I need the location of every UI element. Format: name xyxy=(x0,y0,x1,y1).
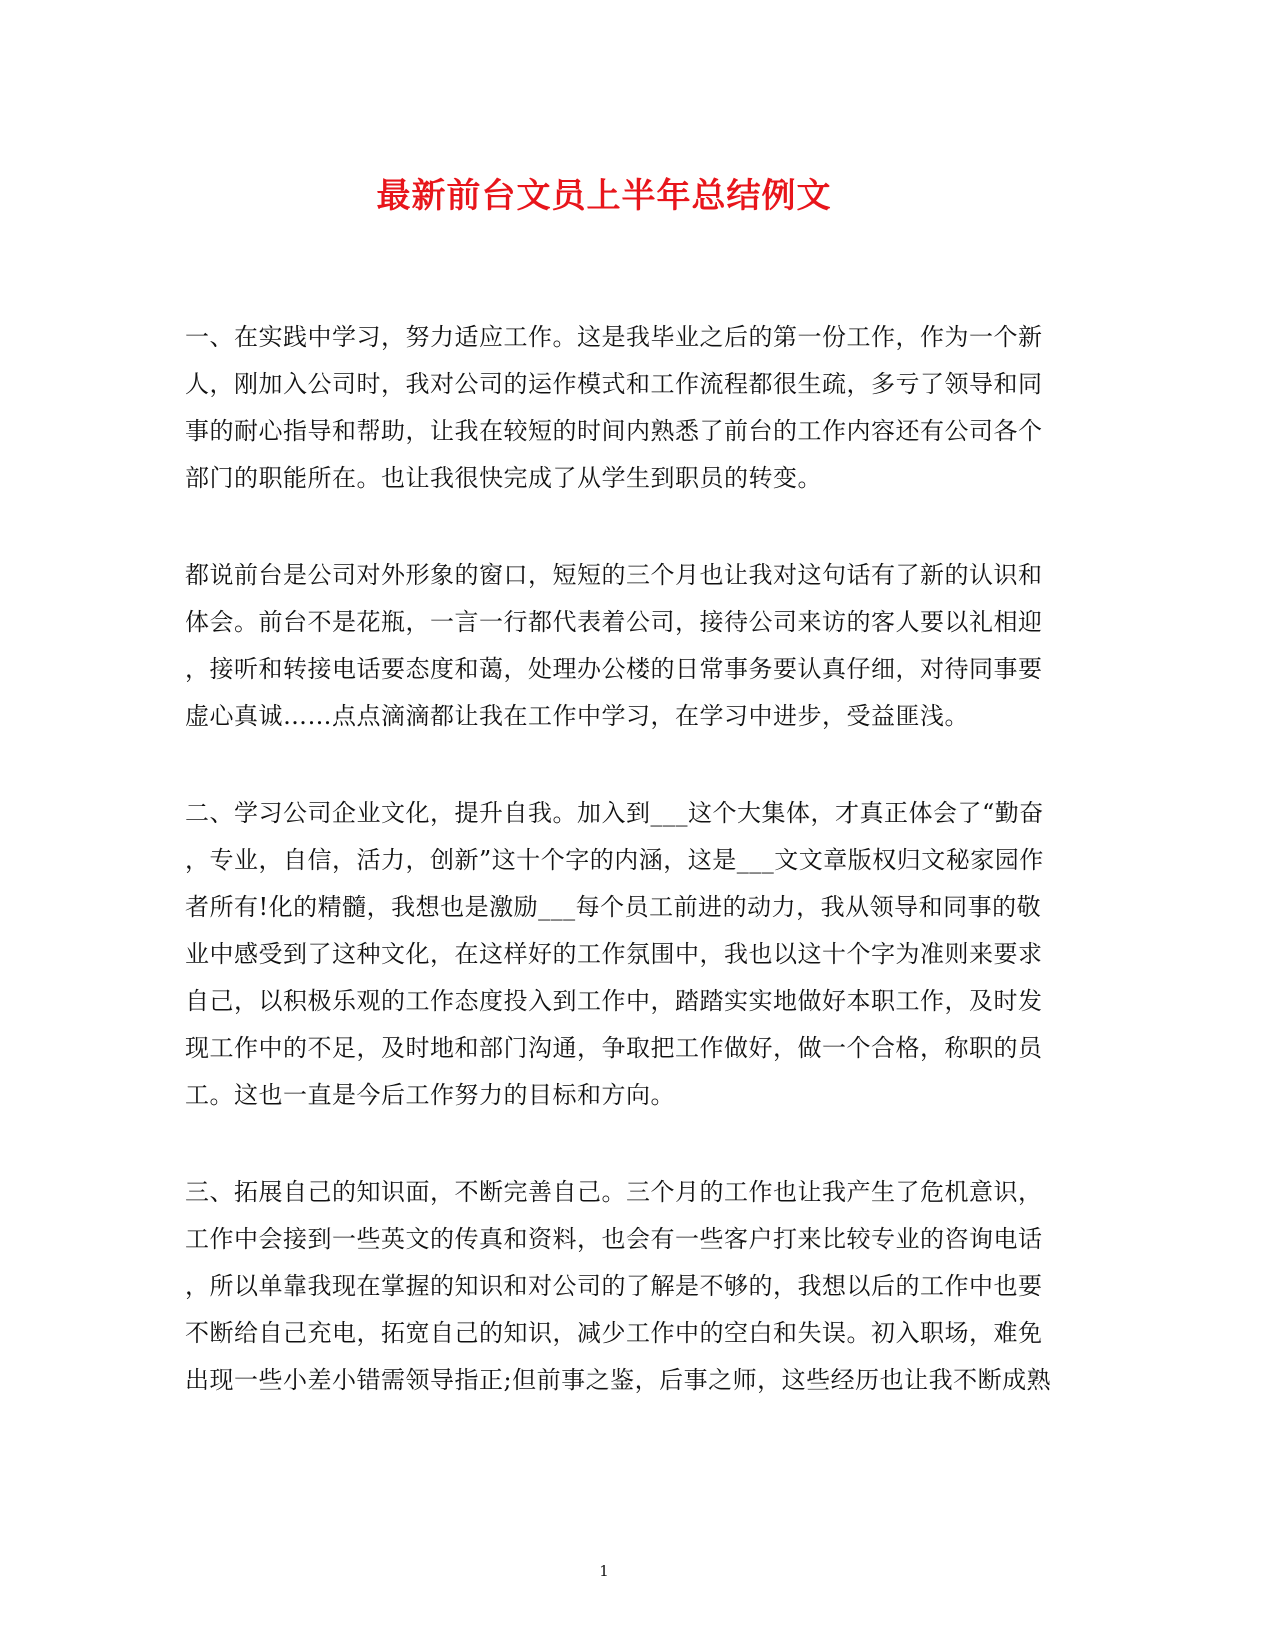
text-line: ，所以单靠我现在掌握的知识和对公司的了解是不够的，我想以后的工作中也要 xyxy=(185,1272,1043,1300)
document-body xyxy=(185,314,1052,1454)
text-line: 虚心真诚……点点滴滴都让我在工作中学习，在学习中进步，受益匪浅。 xyxy=(185,702,969,730)
text-line: 体会。前台不是花瓶，一言一行都代表着公司，接待公司来访的客人要以礼相迎 xyxy=(185,608,1043,636)
text-line: 人，刚加入公司时，我对公司的运作模式和工作流程都很生疏，多亏了领导和同 xyxy=(185,370,1043,398)
paragraph xyxy=(185,1169,1052,1404)
paragraph xyxy=(185,790,1044,1119)
text-line: 出现一些小差小错需领导指正;但前事之鉴，后事之师，这些经历也让我不断成熟 xyxy=(185,1366,1052,1394)
text-line: 工作中会接到一些英文的传真和资料，也会有一些客户打来比较专业的咨询电话 xyxy=(185,1225,1043,1253)
paragraph xyxy=(185,314,1043,502)
paragraph xyxy=(185,552,1043,740)
text-line: 部门的职能所在。也让我很快完成了从学生到职员的转变。 xyxy=(185,464,822,492)
text-line: 现工作中的不足，及时地和部门沟通，争取把工作做好，做一个合格，称职的员 xyxy=(185,1034,1043,1062)
text-line: ，接听和转接电话要态度和蔼，处理办公楼的日常事务要认真仔细，对待同事要 xyxy=(185,655,1043,683)
document-title: 最新前台文员上半年总结例文 xyxy=(376,176,832,216)
text-line: 三、拓展自己的知识面，不断完善自己。三个月的工作也让我产生了危机意识， xyxy=(185,1178,1043,1206)
text-line: 自己，以积极乐观的工作态度投入到工作中，踏踏实实地做好本职工作，及时发 xyxy=(185,987,1043,1015)
page-number: 1 xyxy=(599,1562,609,1580)
text-line: 不断给自己充电，拓宽自己的知识，减少工作中的空白和失误。初入职场，难免 xyxy=(185,1319,1043,1347)
text-line: ，专业，自信，活力，创新”这十个字的内涵，这是___文文章版权归文秘家园作 xyxy=(185,846,1044,874)
text-line: 事的耐心指导和帮助，让我在较短的时间内熟悉了前台的工作内容还有公司各个 xyxy=(185,417,1043,445)
text-line: 二、学习公司企业文化，提升自我。加入到___这个大集体，才真正体会了“勤奋 xyxy=(185,799,1044,827)
text-line: 工。这也一直是今后工作努力的目标和方向。 xyxy=(185,1081,675,1109)
text-line: 者所有!化的精髓，我想也是激励___每个员工前进的动力，我从领导和同事的敬 xyxy=(185,893,1042,921)
text-line: 业中感受到了这种文化，在这样好的工作氛围中，我也以这十个字为准则来要求 xyxy=(185,940,1043,968)
text-line: 都说前台是公司对外形象的窗口，短短的三个月也让我对这句话有了新的认识和 xyxy=(185,561,1043,589)
text-line: 一、在实践中学习，努力适应工作。这是我毕业之后的第一份工作，作为一个新 xyxy=(185,323,1043,351)
